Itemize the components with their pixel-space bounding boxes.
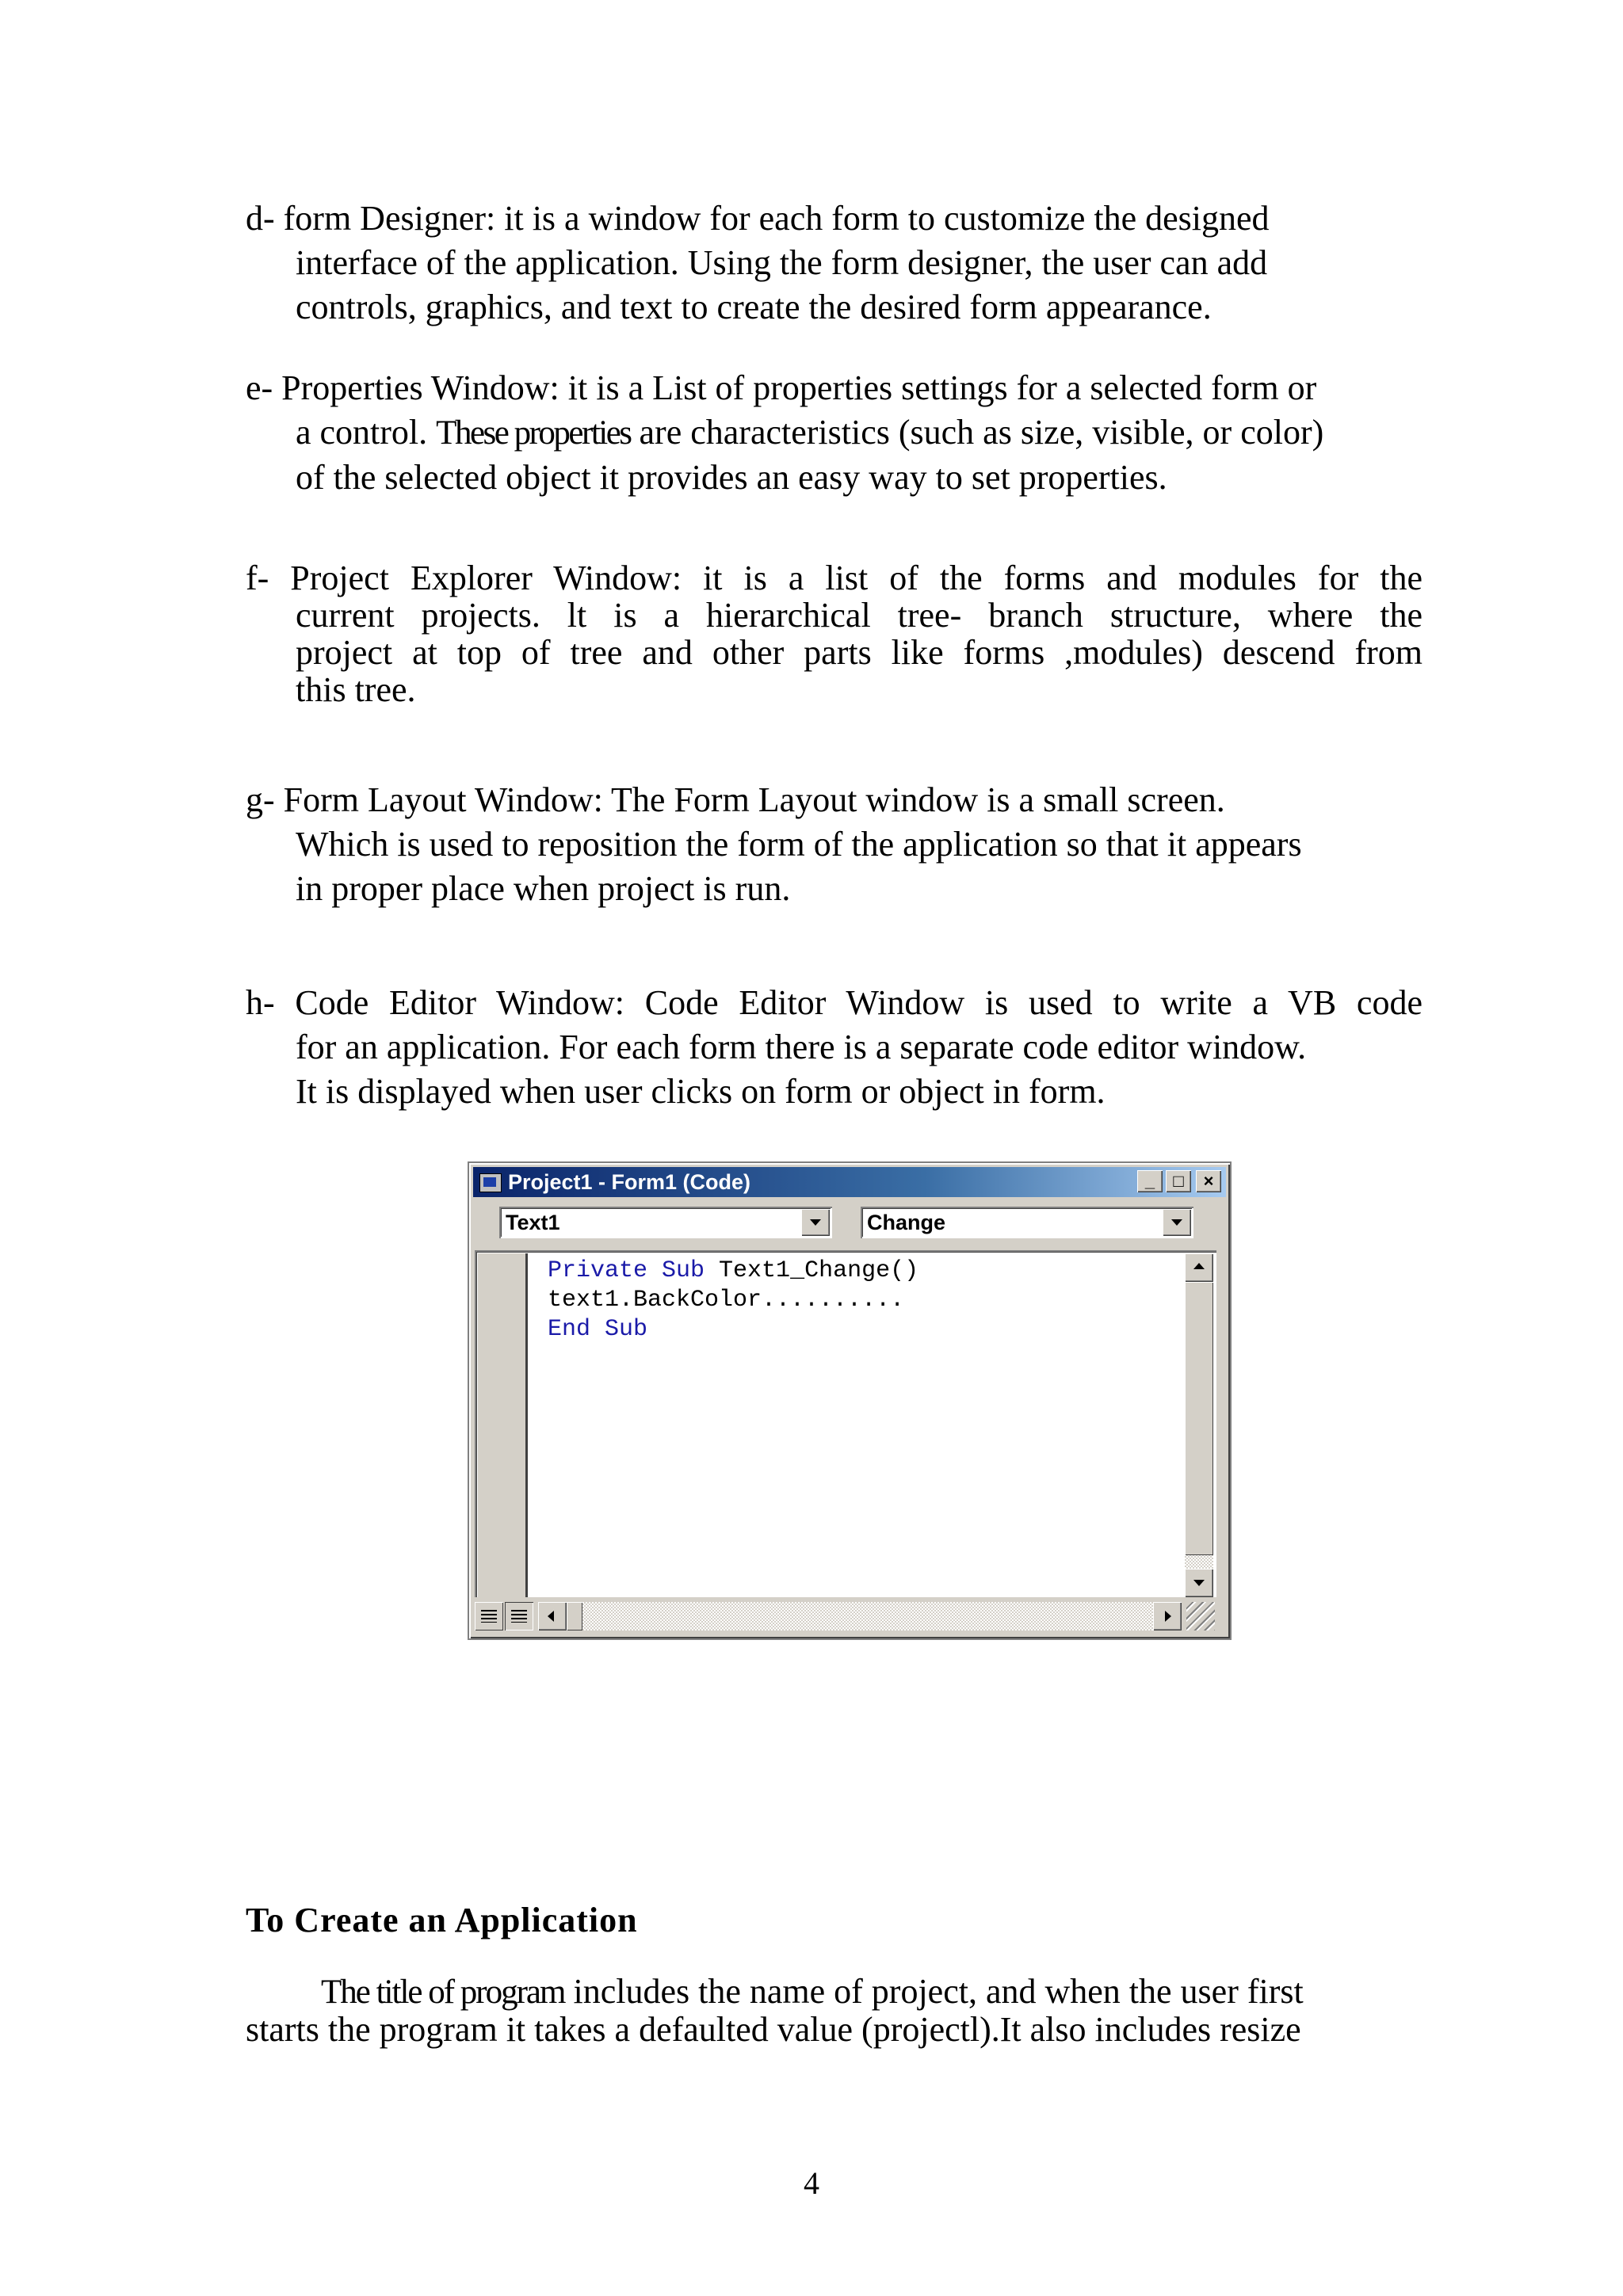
code-keyword: End Sub [548, 1316, 648, 1343]
text-line: g- Form Layout Window: The Form Layout window is a small screen. [246, 780, 1225, 819]
text-fragment: are characteristics (such as size, visible, or color) [630, 413, 1324, 452]
procedure-combo-value: Change [867, 1211, 946, 1234]
text-line [246, 1973, 1411, 2011]
item-code-editor [246, 981, 1423, 1114]
text-line: project at top of tree and other parts like forms ,modules) descend from [296, 633, 1423, 672]
margin-indicator-bar [478, 1253, 528, 1597]
text-line: for an application. For each form there is a separate code editor window. [296, 1028, 1307, 1066]
horizontal-scrollbar[interactable] [538, 1602, 1182, 1630]
minimize-button[interactable]: _ [1137, 1170, 1163, 1192]
text-line: current projects. lt is a hierarchical tree- branch structure, where the [296, 596, 1423, 635]
text-line [246, 410, 1423, 456]
object-combo-value: Text1 [506, 1211, 560, 1234]
full-module-view-button[interactable] [505, 1602, 533, 1630]
scroll-thumb[interactable] [1185, 1282, 1213, 1555]
text-line: f- Project Explorer Window: it is a list of the forms and modules for the [246, 559, 1423, 597]
chevron-down-icon[interactable] [801, 1209, 830, 1236]
chevron-down-icon[interactable] [1163, 1209, 1191, 1236]
vb-form-icon [479, 1173, 502, 1192]
text-line: this tree. [296, 670, 416, 709]
body-paragraph [246, 1973, 1411, 2048]
text-line: It is displayed when user clicks on form or object in form. [296, 1072, 1106, 1111]
item-form-designer [246, 196, 1423, 330]
code-editor-window [468, 1161, 1232, 1640]
code-keyword: Private Sub [548, 1257, 705, 1284]
text-line: d- form Designer: it is a window for each form to customize the designed [246, 199, 1270, 238]
object-combo[interactable] [499, 1207, 832, 1238]
text-fragment-condensed: The title of program [321, 1974, 565, 2011]
text-line: h- Code Editor Window: Code Editor Window is used to write a VB code [246, 983, 1423, 1022]
window-title: Project1 - Form1 (Code) [508, 1170, 751, 1194]
text-fragment: includes the name of project, and when the user first [564, 1972, 1304, 2011]
lines-icon [511, 1610, 527, 1623]
item-form-layout [246, 778, 1423, 911]
item-project-explorer [246, 559, 1423, 708]
page-number: 4 [804, 2165, 819, 2201]
scroll-thumb[interactable] [567, 1602, 582, 1630]
section-heading: To Create an Application [246, 1901, 638, 1939]
close-button[interactable]: × [1196, 1170, 1221, 1192]
code-listing [548, 1257, 918, 1344]
item-properties-window [246, 366, 1423, 500]
vertical-scrollbar[interactable] [1185, 1253, 1213, 1597]
scroll-down-icon[interactable] [1185, 1569, 1213, 1597]
resize-grip-icon[interactable] [1186, 1602, 1215, 1630]
text-line: controls, graphics, and text to create the desired form appearance. [296, 288, 1212, 326]
scroll-left-icon[interactable] [538, 1602, 567, 1630]
code-text-area[interactable] [475, 1250, 1216, 1597]
text-line: Which is used to reposition the form of the application so that it appears [296, 825, 1302, 864]
maximize-button[interactable]: □ [1166, 1170, 1191, 1192]
text-fragment: a control. [296, 413, 437, 452]
scroll-up-icon[interactable] [1185, 1253, 1213, 1282]
code-window-bottom-bar [475, 1600, 1216, 1632]
code-text: Text1_Change() [705, 1257, 919, 1284]
code-text: text1.BackColor.......... [548, 1287, 905, 1314]
text-line: starts the program it takes a defaulted value (projectl).It also includes resize [246, 2010, 1301, 2049]
text-line: in proper place when project is run. [296, 869, 791, 908]
text-line: e- Properties Window: it is a List of properties settings for a selected form or [246, 368, 1317, 407]
procedure-view-button[interactable] [475, 1602, 503, 1630]
text-line: interface of the application. Using the form designer, the user can add [296, 243, 1268, 282]
scroll-right-icon[interactable] [1153, 1602, 1182, 1630]
procedure-combo[interactable] [861, 1207, 1193, 1238]
text-fragment-condensed: These properties [436, 414, 631, 452]
lines-icon [481, 1610, 497, 1623]
text-line: of the selected object it provides an easy way to set properties. [296, 458, 1167, 497]
window-title-bar[interactable] [473, 1167, 1226, 1197]
